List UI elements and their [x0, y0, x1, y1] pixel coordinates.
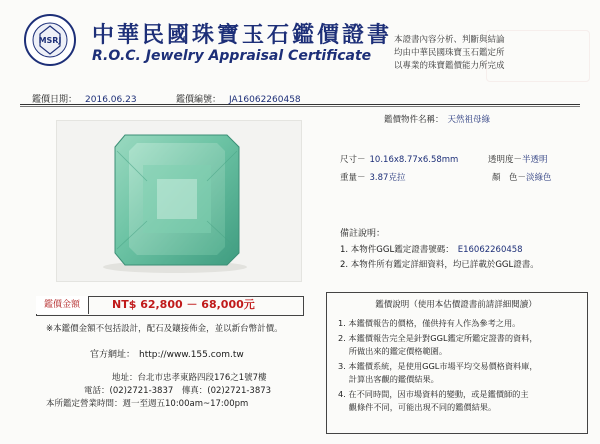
remarks-title: 備註說明： — [340, 229, 386, 239]
site-value: http://www.155.com.tw — [139, 350, 244, 360]
description-title: 鑑價說明（使用本估價證書前請詳細閱讀） — [375, 300, 537, 310]
description-item: 所做出來的鑑定價格範圍。 — [338, 346, 448, 356]
color-value: 淡綠色 — [526, 173, 552, 183]
description-item: 3. 本鑑價系統，是使用GGL市場平均交易價格資料庫， — [338, 361, 538, 371]
emerald-image — [57, 121, 301, 281]
phone-fax: 電話：(02)2721-3837 傳真：(02)2721-3873 — [84, 386, 272, 396]
gem-photo — [56, 120, 302, 282]
description-item: 1. 本鑑價報告的價格，僅供持有人作為參考之用。 — [338, 318, 521, 328]
header-note-line: 本證書內容分析、判斷與結論 — [394, 35, 505, 45]
remark-line-1 — [340, 243, 523, 255]
header-note-line: 均由中華民國珠寶玉石鑑定所 — [394, 48, 505, 58]
color-label: 顏 色－ — [492, 173, 527, 183]
item-name — [384, 113, 490, 125]
item-size — [340, 153, 458, 165]
date-label: 鑑價日期： — [32, 95, 78, 105]
value-amount: NT$ 62,800 － 68,000元 — [112, 298, 255, 311]
size-value: 10.16x8.77x6.58mm — [369, 155, 459, 165]
size-label: 尺寸－ — [340, 155, 366, 165]
item-color — [492, 171, 552, 183]
weight-label: 重量－ — [340, 173, 366, 183]
value-disclaimer: ※本鑑價金額不包括設計，配石及鑲接佈金，並以新台幣計價。 — [46, 324, 283, 334]
description-item: 4. 在不同時間，因市場資料的變動，或是鑑價師的主 — [338, 389, 529, 399]
description-item: 2. 本鑑價報告完全是針對GGL鑑定所鑑定證書的資料， — [338, 333, 538, 343]
date-value: 2016.06.23 — [85, 95, 137, 105]
description-item: 計算出客觀的鑑價結果。 — [338, 374, 439, 384]
header-note-line: 以專業的珠寶鑑價能力所完成 — [394, 61, 505, 71]
item-name-value: 天然祖母綠 — [447, 115, 491, 125]
header-note — [394, 34, 584, 73]
logo-text: MSRJ — [38, 36, 62, 45]
header-divider-secondary — [20, 106, 580, 107]
number-label: 鑑價編號： — [176, 95, 222, 105]
item-name-label: 鑑價物件名稱： — [384, 115, 444, 125]
clarity-label: 透明度－ — [488, 155, 523, 165]
weight-value: 3.87克拉 — [369, 173, 406, 183]
address: 地址：台北市忠孝東路四段176之1號7樓 — [112, 373, 267, 383]
remark-line-2: 2. 本物件所有鑑定詳細資料，均已詳載於GGL證書。 — [340, 260, 539, 270]
number-value: JA16062260458 — [229, 95, 301, 105]
item-weight — [340, 171, 405, 183]
item-clarity — [488, 153, 548, 165]
business-hours: 本所鑑定營業時間：週一至週五10:00am~17:00pm — [46, 399, 249, 409]
header-divider — [20, 104, 580, 105]
clarity-value: 半透明 — [522, 155, 548, 165]
institute-logo — [24, 14, 76, 66]
description-item: 觀條件不同，可能出現不同的鑑價結果。 — [338, 402, 497, 412]
remark-1-value: E16062260458 — [457, 245, 523, 255]
official-website — [90, 347, 244, 360]
title-english: R.O.C. Jewelry Appraisal Certificate — [92, 48, 372, 64]
title-chinese: 中華民國珠寶玉石鑑價證書 — [92, 22, 393, 48]
value-label: 鑑價金額 — [36, 296, 89, 314]
site-label: 官方網址： — [90, 350, 136, 360]
remark-1-label: 1. 本物件GGL鑑定證書號碼： — [340, 245, 454, 255]
